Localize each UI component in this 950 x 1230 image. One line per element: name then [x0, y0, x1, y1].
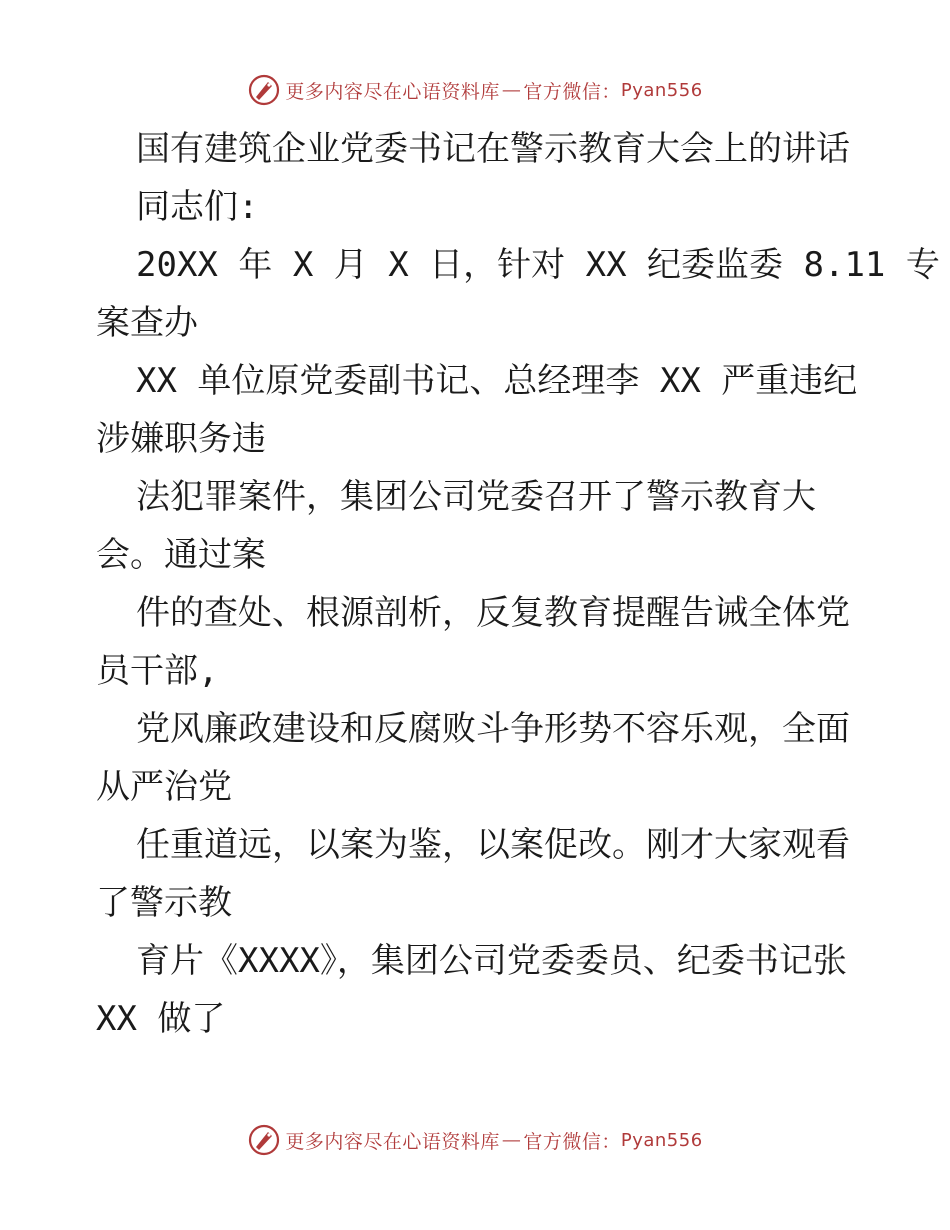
- watermark-wechat-label: 官方微信：: [523, 1130, 621, 1153]
- text-line: 会。通过案: [96, 535, 266, 575]
- text-line: 20XX 年 X 月 X 日，针对 XX 纪委监委 8.11 专: [136, 245, 940, 285]
- text-line: XX 单位原党委副书记、总经理李 XX 严重违纪: [136, 361, 858, 401]
- text-line: 案查办: [96, 303, 198, 343]
- text-line: 同志们:: [136, 187, 259, 227]
- text-line: XX 做了: [96, 999, 226, 1039]
- watermark-text: 更多内容尽在心语资料库: [285, 80, 500, 103]
- watermark-separator: —: [501, 79, 522, 101]
- text-line: 党风廉政建设和反腐败斗争形势不容乐观，全面: [136, 709, 850, 749]
- watermark-wechat-id: Pyan556: [620, 1129, 703, 1151]
- text-line: 法犯罪案件，集团公司党委召开了警示教育大: [136, 477, 816, 517]
- header-watermark: [0, 70, 950, 110]
- watermark-separator: —: [501, 1129, 522, 1151]
- footer-watermark: [0, 1120, 950, 1160]
- text-line: 涉嫌职务违: [96, 419, 266, 459]
- text-line: 员干部,: [96, 651, 219, 691]
- text-line: 从严治党: [96, 767, 232, 807]
- watermark-wechat-label: 官方微信：: [523, 80, 621, 103]
- pen-nib-icon: [247, 73, 281, 107]
- text-line: 任重道远，以案为鉴，以案促改。刚才大家观看: [136, 825, 850, 865]
- document-body: [96, 120, 940, 1048]
- document-title: 国有建筑企业党委书记在警示教育大会上的讲话: [136, 129, 850, 169]
- watermark-wechat-id: Pyan556: [620, 79, 703, 101]
- text-line: 育片《XXXX》，集团公司党委委员、纪委书记张: [136, 941, 847, 981]
- pen-nib-icon: [247, 1123, 281, 1157]
- text-line: 件的查处、根源剖析，反复教育提醒告诫全体党: [136, 593, 850, 633]
- watermark-text: 更多内容尽在心语资料库: [285, 1130, 500, 1153]
- text-line: 了警示教: [96, 883, 232, 923]
